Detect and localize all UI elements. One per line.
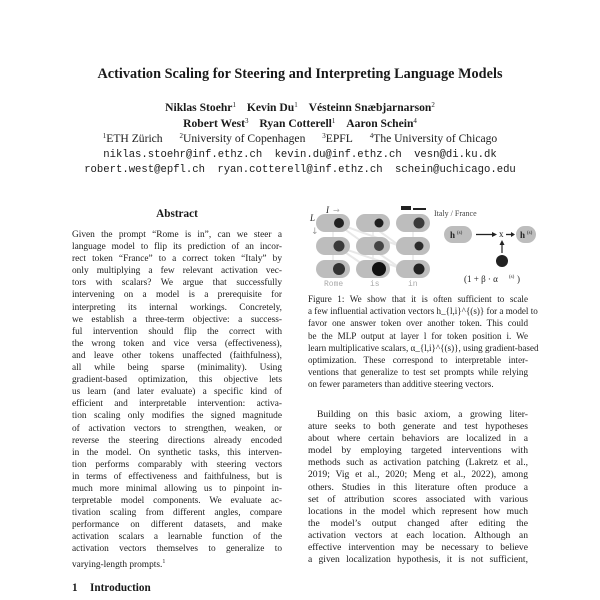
caption-line: optimization. These correspond to interpretable inter- — [308, 354, 528, 365]
emails-row-2 — [0, 164, 600, 176]
text-line: only multiplying a few relevant activation vec- — [72, 266, 282, 277]
text-line: Building on this basic axiom, a growing liter- — [317, 409, 528, 420]
caption-line: on fewer parameters than additive steering vectors. — [308, 379, 494, 390]
text-line: tion performs comparably with steering vectors — [72, 459, 282, 470]
text-line: activation scalars a learnable function of the — [72, 532, 282, 543]
figure-1-diagram — [306, 206, 536, 286]
caption-line: learn multiplicative scalars, α_{l,i}^{(s)}, using gradient-based — [308, 342, 539, 353]
text-line: reverse the steering directions already encoded — [72, 435, 282, 446]
svg-text:I: I — [326, 206, 329, 215]
text-line: tion scaling only modifies the signed magnitude — [72, 411, 282, 422]
text-line: all while being sparse (minimality). Using — [72, 363, 282, 374]
caption-line: a few influential activation vectors h_{l,i}^{(s)} for a model to — [308, 306, 538, 317]
text-line: set of attribution scores associated with various — [308, 493, 528, 505]
svg-text:→: → — [333, 206, 340, 215]
caption-line: be the MLP output at layer l for token position i. We — [308, 330, 528, 341]
caption-line: favor one answer token over another token. This could — [308, 318, 528, 329]
text-line: in terms of effectiveness and faithfulness, but is — [72, 471, 282, 482]
text-line: a given localization hypothesis, it is not sufficient, — [308, 554, 528, 566]
paper-title: Activation Scaling for Steering and Interpreting Language Models — [97, 66, 503, 82]
text-line: varying-length prompts.$^1$ — [72, 558, 166, 570]
affiliation: $^4$The University of Chicago — [369, 132, 498, 145]
abstract-heading: Abstract — [156, 208, 198, 220]
text-line: the wrong token and vice versa (effectiveness), — [72, 338, 282, 349]
introduction-body — [308, 409, 528, 566]
text-line: interpreting its internal workings. Concretely, — [72, 302, 282, 313]
text-line: efficient and interpretable intervention: activa- — [72, 399, 282, 410]
author: Niklas Stoehr$^1$ — [165, 101, 236, 114]
author: Vésteinn Snæbjarnarson$^2$ — [308, 101, 435, 114]
svg-text:in: in — [408, 280, 418, 286]
author: Kevin Du$^1$ — [246, 101, 298, 114]
text-line: rect token “France” to a correct token “Italy” by — [72, 254, 282, 265]
svg-text:Rome: Rome — [324, 280, 344, 286]
svg-text:(1 + β · α: (1 + β · α — [464, 274, 498, 284]
text-line: locations in the model which represent how much — [308, 505, 528, 517]
svg-text:): ) — [517, 274, 520, 284]
emails-row-1 — [0, 149, 600, 161]
section-heading-introduction: 1 Introduction — [72, 582, 151, 594]
text-line: about where certain behaviors are localized in a — [308, 433, 528, 445]
svg-text:is: is — [370, 280, 380, 286]
email[interactable]: robert.west@epfl.ch — [84, 164, 205, 176]
caption-line: ventions that generalize to test set prompts while relying — [308, 367, 528, 378]
author: Aaron Schein$^4$ — [346, 117, 417, 130]
text-line: and leave other tokens unaffected (faithfulness), — [72, 350, 282, 361]
svg-text:Italy / France: Italy / France — [434, 209, 477, 218]
text-line: activation vectors themselves to generalize to — [72, 544, 282, 555]
text-line: of activation vectors to strengthen, weaken, or — [72, 423, 282, 434]
text-line: intervening on a model is a prerequisite for — [72, 290, 282, 301]
text-line: much more minimal allowing us to pinpoint in- — [72, 483, 282, 494]
author: Ryan Cotterell$^1$ — [259, 117, 336, 130]
caption-line: Figure 1: We show that it is often sufficient to scale — [308, 294, 528, 304]
text-line: Given the prompt “Rome is in”, can we steer a — [72, 230, 282, 240]
text-line: model by employing targeted interventions with — [308, 445, 528, 457]
figure-1-caption — [308, 293, 539, 391]
text-line: we establish a three-term objective: a success- — [72, 314, 282, 325]
text-line: 2019; Vig et al., 2020; Meng et al., 2022), among — [308, 469, 528, 481]
affiliations — [0, 132, 600, 145]
author: Robert West$^3$ — [183, 117, 249, 130]
svg-text:(s): (s) — [457, 231, 463, 236]
affiliation: $^3$EPFL — [322, 132, 353, 145]
text-line: others. Studies in this literature often produce a — [308, 481, 528, 493]
email[interactable]: schein@uchicago.edu — [395, 164, 516, 176]
text-line: methods such as activation patching (Lakretz et al., — [308, 457, 528, 469]
text-line: terpretable model components. We evaluate ac- — [72, 496, 282, 507]
text-line: us learn (and later evaluate) a specific kind of — [72, 387, 282, 398]
email[interactable]: ryan.cotterell@inf.ethz.ch — [217, 164, 383, 176]
svg-text:h: h — [450, 230, 456, 240]
text-line: effective intervention may be necessary to believe — [308, 542, 528, 554]
affiliation: $^2$University of Copenhagen — [179, 132, 306, 145]
text-line: tivation scaling from different angles, compare — [72, 508, 282, 519]
text-line: tors with scalars? We argue that successfully — [72, 278, 282, 289]
text-line: language model to flip its prediction of an incor- — [72, 242, 282, 253]
svg-text:x: x — [499, 229, 504, 239]
svg-text:h: h — [520, 230, 526, 240]
text-line: ful intervention should flip the correct with — [72, 326, 282, 337]
svg-text:(s): (s) — [527, 231, 533, 236]
affiliation: $^1$ETH Zürich — [102, 132, 163, 145]
text-line: ature seeks to both generate and test hypotheses — [308, 421, 528, 433]
svg-text:↓: ↓ — [311, 227, 319, 237]
authors-row-1 — [0, 101, 600, 114]
authors-row-2 — [0, 117, 600, 130]
footnote-mark[interactable]: 1 — [162, 558, 166, 565]
email[interactable]: vesn@di.ku.dk — [414, 149, 497, 161]
svg-text:(s): (s) — [509, 275, 515, 280]
text-line: in the model. On synthetic tasks, this interven- — [72, 447, 282, 458]
text-line: the model’s output changed after editing the — [308, 517, 528, 529]
text-line: performance on different datasets, and make — [72, 520, 282, 531]
axis-l-label: L — [310, 213, 316, 223]
text-line: gradient-based optimization, this objective lets — [72, 375, 282, 386]
text-line: activation vectors at each location. Although an — [308, 529, 528, 541]
abstract-body — [72, 229, 282, 568]
email[interactable]: kevin.du@inf.ethz.ch — [274, 149, 402, 161]
email[interactable]: niklas.stoehr@inf.ethz.ch — [103, 149, 263, 161]
